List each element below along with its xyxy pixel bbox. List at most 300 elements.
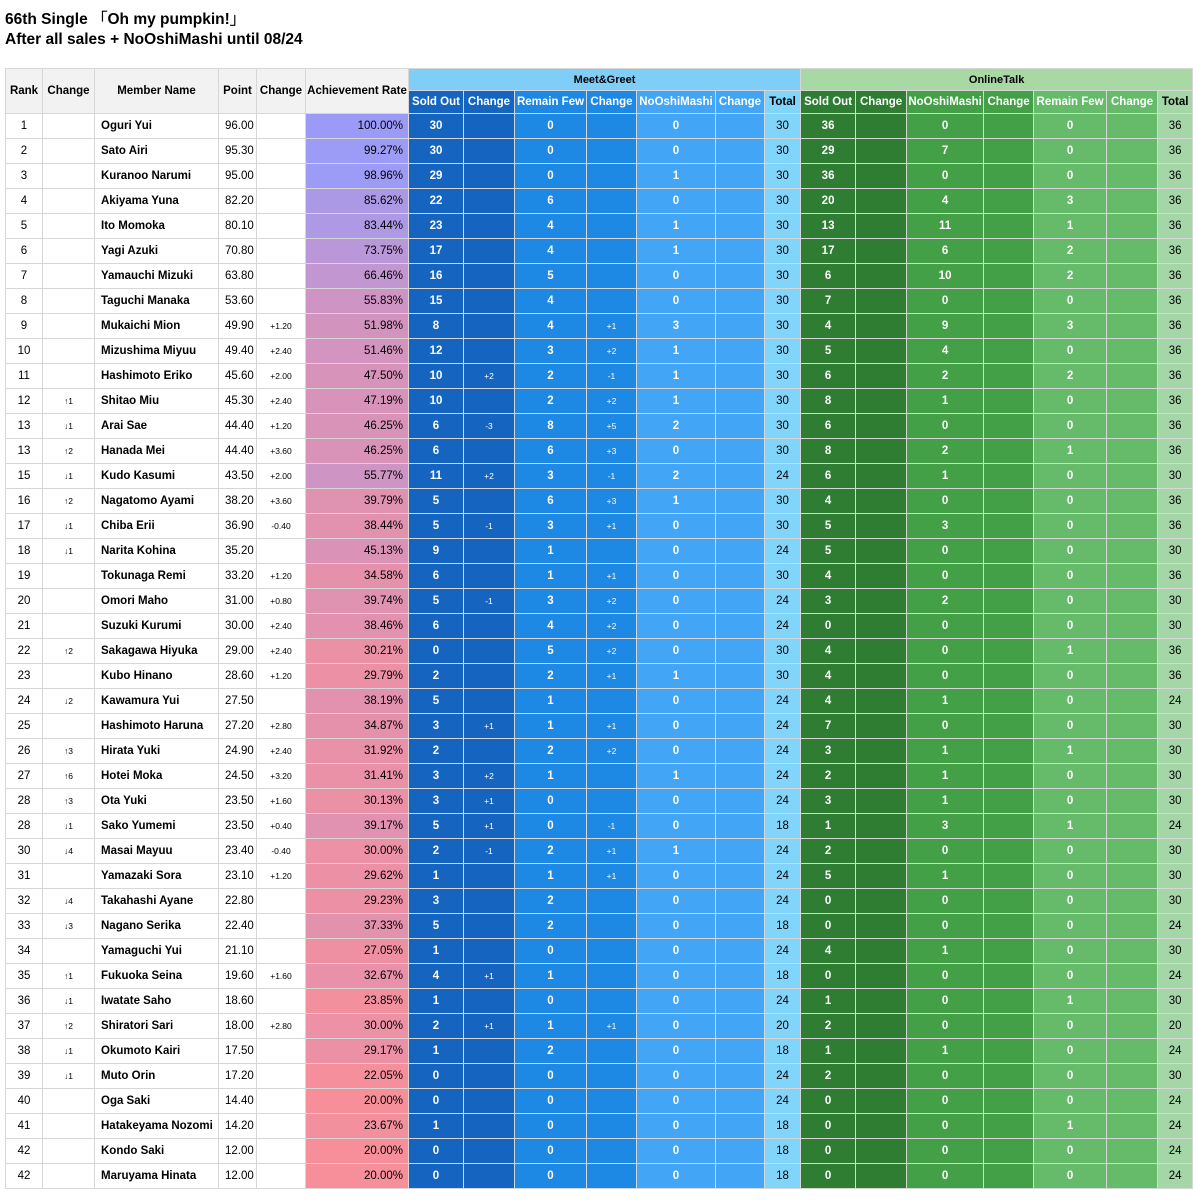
mg-sold-out-change-cell xyxy=(464,989,515,1014)
ot-nooshi-cell: 0 xyxy=(907,839,984,864)
mg-nooshi-change-cell xyxy=(716,564,765,589)
member-name-cell: Okumoto Kairi xyxy=(95,1039,219,1064)
point-change-cell xyxy=(257,1164,306,1189)
point-cell: 22.80 xyxy=(219,889,257,914)
rank-change-cell: ↓1 xyxy=(43,989,95,1014)
ot-total-cell: 36 xyxy=(1158,414,1193,439)
rank-change-cell: ↑1 xyxy=(43,389,95,414)
ot-sold-out-change-cell xyxy=(856,689,907,714)
ot-remain-few-change-cell xyxy=(1107,764,1158,789)
achievement-rate-cell: 46.25% xyxy=(306,439,409,464)
mg-total-cell: 30 xyxy=(765,489,801,514)
table-row xyxy=(6,764,1193,789)
ot-remain-few-change-cell xyxy=(1107,214,1158,239)
mg-nooshi-change-cell xyxy=(716,1139,765,1164)
table-row xyxy=(6,189,1193,214)
mg-remain-few-change-cell xyxy=(587,1139,637,1164)
ot-remain-few-cell: 1 xyxy=(1034,639,1107,664)
header-rank-change: Change xyxy=(43,69,95,114)
member-name-cell: Yamauchi Mizuki xyxy=(95,264,219,289)
rank-cell: 28 xyxy=(6,789,43,814)
ot-remain-few-change-cell xyxy=(1107,964,1158,989)
mg-nooshi-cell: 1 xyxy=(637,389,716,414)
point-cell: 17.20 xyxy=(219,1064,257,1089)
mg-sold-out-cell: 3 xyxy=(409,889,464,914)
member-name-cell: Hashimoto Eriko xyxy=(95,364,219,389)
ot-remain-few-change-cell xyxy=(1107,639,1158,664)
ot-sold-out-change-cell xyxy=(856,714,907,739)
ot-sold-out-change-cell xyxy=(856,939,907,964)
achievement-rate-cell: 20.00% xyxy=(306,1139,409,1164)
mg-nooshi-cell: 0 xyxy=(637,1164,716,1189)
mg-nooshi-cell: 0 xyxy=(637,789,716,814)
rank-change-cell xyxy=(43,664,95,689)
ot-remain-few-cell: 3 xyxy=(1034,189,1107,214)
ot-remain-few-change-cell xyxy=(1107,889,1158,914)
table-row xyxy=(6,914,1193,939)
mg-sold-out-change-cell xyxy=(464,164,515,189)
mg-nooshi-change-cell xyxy=(716,514,765,539)
mg-sold-out-cell: 4 xyxy=(409,964,464,989)
ot-nooshi-cell: 2 xyxy=(907,439,984,464)
ot-remain-few-change-cell xyxy=(1107,939,1158,964)
mg-nooshi-cell: 0 xyxy=(637,1114,716,1139)
mg-remain-few-cell: 4 xyxy=(515,239,587,264)
ot-total-cell: 36 xyxy=(1158,189,1193,214)
achievement-rate-cell: 38.46% xyxy=(306,614,409,639)
mg-total-cell: 24 xyxy=(765,539,801,564)
ot-remain-few-change-cell xyxy=(1107,1164,1158,1189)
rank-change-cell: ↓1 xyxy=(43,539,95,564)
rank-cell: 13 xyxy=(6,439,43,464)
mg-total-cell: 24 xyxy=(765,689,801,714)
ot-nooshi-change-cell xyxy=(984,189,1034,214)
point-change-cell: +1.60 xyxy=(257,964,306,989)
ot-sold-out-change-cell xyxy=(856,864,907,889)
ot-total-cell: 36 xyxy=(1158,139,1193,164)
mg-sold-out-change-cell xyxy=(464,239,515,264)
ot-remain-few-change-cell xyxy=(1107,714,1158,739)
member-name-cell: Hotei Moka xyxy=(95,764,219,789)
point-change-cell xyxy=(257,214,306,239)
mg-remain-few-cell: 1 xyxy=(515,864,587,889)
mg-total-cell: 24 xyxy=(765,839,801,864)
ot-remain-few-change-cell xyxy=(1107,789,1158,814)
mg-sold-out-change-cell xyxy=(464,614,515,639)
mg-remain-few-cell: 0 xyxy=(515,814,587,839)
ot-sold-out-cell: 2 xyxy=(801,1064,856,1089)
ot-total-cell: 36 xyxy=(1158,264,1193,289)
ot-sold-out-change-cell xyxy=(856,139,907,164)
mg-nooshi-change-cell xyxy=(716,589,765,614)
table-row xyxy=(6,964,1193,989)
table-row xyxy=(6,564,1193,589)
mg-sold-out-cell: 5 xyxy=(409,689,464,714)
ot-sold-out-cell: 0 xyxy=(801,1164,856,1189)
mg-nooshi-cell: 0 xyxy=(637,614,716,639)
ot-nooshi-cell: 0 xyxy=(907,489,984,514)
mg-remain-few-cell: 0 xyxy=(515,989,587,1014)
ot-nooshi-cell: 0 xyxy=(907,414,984,439)
rank-change-cell xyxy=(43,289,95,314)
point-change-cell: +2.40 xyxy=(257,389,306,414)
rank-change-cell xyxy=(43,164,95,189)
ot-sold-out-change-cell xyxy=(856,539,907,564)
point-cell: 49.90 xyxy=(219,314,257,339)
mg-nooshi-cell: 0 xyxy=(637,939,716,964)
mg-remain-few-cell: 4 xyxy=(515,614,587,639)
mg-sold-out-change-cell: +2 xyxy=(464,764,515,789)
achievement-rate-cell: 20.00% xyxy=(306,1164,409,1189)
point-change-cell: +0.80 xyxy=(257,589,306,614)
mg-sold-out-cell: 5 xyxy=(409,589,464,614)
achievement-rate-cell: 29.23% xyxy=(306,889,409,914)
mg-sold-out-cell: 8 xyxy=(409,314,464,339)
mg-nooshi-cell: 0 xyxy=(637,1014,716,1039)
ot-nooshi-cell: 0 xyxy=(907,714,984,739)
mg-total-cell: 30 xyxy=(765,189,801,214)
mg-remain-few-cell: 2 xyxy=(515,664,587,689)
member-name-cell: Ota Yuki xyxy=(95,789,219,814)
achievement-rate-cell: 30.13% xyxy=(306,789,409,814)
ot-nooshi-change-cell xyxy=(984,514,1034,539)
ot-total-cell: 24 xyxy=(1158,914,1193,939)
mg-sold-out-change-cell xyxy=(464,189,515,214)
ot-nooshi-cell: 1 xyxy=(907,464,984,489)
achievement-rate-cell: 39.17% xyxy=(306,814,409,839)
mg-nooshi-change-cell xyxy=(716,789,765,814)
mg-nooshi-change-cell xyxy=(716,364,765,389)
mg-total-cell: 30 xyxy=(765,314,801,339)
ot-remain-few-cell: 0 xyxy=(1034,664,1107,689)
mg-total-cell: 30 xyxy=(765,564,801,589)
achievement-rate-cell: 34.87% xyxy=(306,714,409,739)
mg-nooshi-change-cell xyxy=(716,739,765,764)
mg-remain-few-cell: 4 xyxy=(515,289,587,314)
mg-sold-out-cell: 10 xyxy=(409,364,464,389)
mg-sold-out-cell: 5 xyxy=(409,489,464,514)
mg-sold-out-cell: 6 xyxy=(409,614,464,639)
rank-cell: 33 xyxy=(6,914,43,939)
rank-cell: 23 xyxy=(6,664,43,689)
mg-nooshi-change-cell xyxy=(716,689,765,714)
ot-remain-few-cell: 0 xyxy=(1034,1164,1107,1189)
mg-sold-out-change-cell xyxy=(464,564,515,589)
mg-sold-out-change-cell: +1 xyxy=(464,714,515,739)
mg-nooshi-change-cell xyxy=(716,964,765,989)
ot-sold-out-cell: 2 xyxy=(801,1014,856,1039)
ot-total-cell: 30 xyxy=(1158,739,1193,764)
point-cell: 12.00 xyxy=(219,1164,257,1189)
mg-remain-few-change-cell: +2 xyxy=(587,389,637,414)
mg-total-cell: 24 xyxy=(765,939,801,964)
rank-change-cell xyxy=(43,314,95,339)
ot-nooshi-cell: 1 xyxy=(907,764,984,789)
ot-total-cell: 30 xyxy=(1158,939,1193,964)
ot-sold-out-change-cell xyxy=(856,164,907,189)
mg-remain-few-cell: 1 xyxy=(515,539,587,564)
ot-total-cell: 30 xyxy=(1158,764,1193,789)
rank-cell: 8 xyxy=(6,289,43,314)
ot-total-cell: 36 xyxy=(1158,439,1193,464)
mg-sold-out-change-cell: +2 xyxy=(464,464,515,489)
rank-change-cell: ↓2 xyxy=(43,689,95,714)
mg-total-cell: 30 xyxy=(765,114,801,139)
mg-nooshi-cell: 0 xyxy=(637,1064,716,1089)
point-change-cell xyxy=(257,264,306,289)
mg-sold-out-change-cell: +1 xyxy=(464,1014,515,1039)
mg-remain-few-change-cell: +1 xyxy=(587,664,637,689)
member-name-cell: Fukuoka Seina xyxy=(95,964,219,989)
ot-remain-few-change-cell xyxy=(1107,239,1158,264)
mg-remain-few-cell: 0 xyxy=(515,1164,587,1189)
ot-remain-few-cell: 0 xyxy=(1034,589,1107,614)
table-row xyxy=(6,414,1193,439)
rank-change-cell: ↓1 xyxy=(43,464,95,489)
point-change-cell: +2.40 xyxy=(257,639,306,664)
mg-sold-out-cell: 2 xyxy=(409,664,464,689)
point-cell: 44.40 xyxy=(219,439,257,464)
rank-change-cell xyxy=(43,214,95,239)
mg-sold-out-cell: 10 xyxy=(409,389,464,414)
ot-nooshi-change-cell xyxy=(984,889,1034,914)
ot-total-cell: 36 xyxy=(1158,314,1193,339)
rank-cell: 40 xyxy=(6,1089,43,1114)
ot-sold-out-change-cell xyxy=(856,1064,907,1089)
point-cell: 23.50 xyxy=(219,789,257,814)
ot-remain-few-change-cell xyxy=(1107,514,1158,539)
point-cell: 95.30 xyxy=(219,139,257,164)
point-cell: 35.20 xyxy=(219,539,257,564)
header-point: Point xyxy=(219,69,257,114)
achievement-rate-cell: 45.13% xyxy=(306,539,409,564)
point-change-cell: +2.00 xyxy=(257,364,306,389)
mg-remain-few-change-cell xyxy=(587,939,637,964)
rank-cell: 3 xyxy=(6,164,43,189)
ot-sold-out-cell: 3 xyxy=(801,789,856,814)
achievement-rate-cell: 73.75% xyxy=(306,239,409,264)
ot-total-cell: 30 xyxy=(1158,889,1193,914)
ot-remain-few-cell: 0 xyxy=(1034,939,1107,964)
mg-remain-few-change-cell xyxy=(587,789,637,814)
mg-total-cell: 24 xyxy=(765,1064,801,1089)
ot-sold-out-cell: 0 xyxy=(801,1089,856,1114)
ot-nooshi-change-cell xyxy=(984,339,1034,364)
ot-remain-few-change-cell xyxy=(1107,539,1158,564)
ot-sold-out-cell: 36 xyxy=(801,164,856,189)
mg-sold-out-change-cell: -3 xyxy=(464,414,515,439)
ot-remain-few-change-cell xyxy=(1107,314,1158,339)
ot-nooshi-change-cell xyxy=(984,1014,1034,1039)
mg-remain-few-change-cell xyxy=(587,914,637,939)
mg-total-cell: 30 xyxy=(765,364,801,389)
achievement-rate-cell: 39.74% xyxy=(306,589,409,614)
mg-remain-few-cell: 1 xyxy=(515,1014,587,1039)
mg-remain-few-change-cell: +1 xyxy=(587,564,637,589)
mg-remain-few-cell: 0 xyxy=(515,164,587,189)
mg-nooshi-change-cell xyxy=(716,114,765,139)
table-row xyxy=(6,164,1193,189)
ot-sold-out-change-cell xyxy=(856,664,907,689)
mg-remain-few-change-cell: +1 xyxy=(587,864,637,889)
point-cell: 80.10 xyxy=(219,214,257,239)
mg-total-cell: 30 xyxy=(765,514,801,539)
member-name-cell: Taguchi Manaka xyxy=(95,289,219,314)
ot-sold-out-change-cell xyxy=(856,189,907,214)
ot-nooshi-change-cell xyxy=(984,839,1034,864)
point-change-cell xyxy=(257,1114,306,1139)
mg-nooshi-cell: 0 xyxy=(637,514,716,539)
ot-remain-few-cell: 0 xyxy=(1034,1039,1107,1064)
ot-nooshi-cell: 0 xyxy=(907,1089,984,1114)
rank-cell: 24 xyxy=(6,689,43,714)
ot-nooshi-change-cell xyxy=(984,264,1034,289)
ot-sold-out-cell: 0 xyxy=(801,1114,856,1139)
mg-sold-out-cell: 1 xyxy=(409,1039,464,1064)
rank-cell: 34 xyxy=(6,939,43,964)
ot-sold-out-change-cell xyxy=(856,214,907,239)
mg-total-cell: 30 xyxy=(765,664,801,689)
ot-nooshi-cell: 3 xyxy=(907,514,984,539)
ot-remain-few-change-cell xyxy=(1107,1139,1158,1164)
ot-nooshi-change-cell xyxy=(984,564,1034,589)
ot-nooshi-cell: 0 xyxy=(907,164,984,189)
member-name-cell: Takahashi Ayane xyxy=(95,889,219,914)
ot-remain-few-cell: 0 xyxy=(1034,489,1107,514)
mg-sold-out-cell: 30 xyxy=(409,114,464,139)
mg-sold-out-cell: 3 xyxy=(409,764,464,789)
ot-remain-few-change-cell xyxy=(1107,114,1158,139)
mg-sold-out-change-cell xyxy=(464,439,515,464)
point-cell: 14.20 xyxy=(219,1114,257,1139)
rank-change-cell: ↑3 xyxy=(43,739,95,764)
member-name-cell: Kuranoo Narumi xyxy=(95,164,219,189)
member-name-cell: Omori Maho xyxy=(95,589,219,614)
achievement-rate-cell: 23.67% xyxy=(306,1114,409,1139)
point-cell: 28.60 xyxy=(219,664,257,689)
mg-nooshi-cell: 1 xyxy=(637,214,716,239)
mg-remain-few-change-cell xyxy=(587,1164,637,1189)
member-name-cell: Shitao Miu xyxy=(95,389,219,414)
ot-remain-few-change-cell xyxy=(1107,614,1158,639)
rank-change-cell xyxy=(43,614,95,639)
mg-remain-few-change-cell xyxy=(587,764,637,789)
ot-remain-few-cell: 0 xyxy=(1034,714,1107,739)
rank-change-cell: ↓1 xyxy=(43,814,95,839)
mg-remain-few-cell: 2 xyxy=(515,914,587,939)
ot-total-cell: 36 xyxy=(1158,514,1193,539)
achievement-rate-cell: 31.41% xyxy=(306,764,409,789)
mg-total-cell: 30 xyxy=(765,339,801,364)
table-row xyxy=(6,339,1193,364)
rank-change-cell xyxy=(43,114,95,139)
rank-cell: 41 xyxy=(6,1114,43,1139)
mg-nooshi-cell: 0 xyxy=(637,264,716,289)
ot-remain-few-cell: 0 xyxy=(1034,889,1107,914)
achievement-rate-cell: 38.19% xyxy=(306,689,409,714)
ot-sold-out-change-cell xyxy=(856,564,907,589)
mg-total-cell: 24 xyxy=(765,714,801,739)
ot-nooshi-cell: 0 xyxy=(907,539,984,564)
rank-cell: 21 xyxy=(6,614,43,639)
mg-nooshi-cell: 1 xyxy=(637,839,716,864)
mg-nooshi-change-cell xyxy=(716,539,765,564)
header-ot-nooshi: NoOshiMashi xyxy=(907,91,984,114)
rank-change-cell xyxy=(43,1114,95,1139)
ot-remain-few-cell: 0 xyxy=(1034,1064,1107,1089)
mg-sold-out-change-cell xyxy=(464,864,515,889)
mg-remain-few-change-cell: +2 xyxy=(587,739,637,764)
mg-total-cell: 20 xyxy=(765,1014,801,1039)
member-name-cell: Sakagawa Hiyuka xyxy=(95,639,219,664)
mg-total-cell: 30 xyxy=(765,239,801,264)
ot-remain-few-cell: 0 xyxy=(1034,289,1107,314)
ot-nooshi-cell: 4 xyxy=(907,189,984,214)
mg-remain-few-cell: 2 xyxy=(515,839,587,864)
mg-remain-few-change-cell xyxy=(587,1064,637,1089)
rank-cell: 11 xyxy=(6,364,43,389)
ot-remain-few-cell: 1 xyxy=(1034,814,1107,839)
ot-total-cell: 30 xyxy=(1158,539,1193,564)
ot-remain-few-change-cell xyxy=(1107,414,1158,439)
rank-change-cell xyxy=(43,1139,95,1164)
ot-sold-out-cell: 4 xyxy=(801,639,856,664)
ot-sold-out-change-cell xyxy=(856,339,907,364)
mg-nooshi-change-cell xyxy=(716,214,765,239)
point-change-cell: +3.60 xyxy=(257,489,306,514)
ot-nooshi-change-cell xyxy=(984,464,1034,489)
ot-sold-out-change-cell xyxy=(856,389,907,414)
achievement-rate-cell: 47.50% xyxy=(306,364,409,389)
mg-nooshi-change-cell xyxy=(716,1014,765,1039)
table-row xyxy=(6,839,1193,864)
point-cell: 82.20 xyxy=(219,189,257,214)
mg-nooshi-cell: 0 xyxy=(637,639,716,664)
mg-sold-out-cell: 23 xyxy=(409,214,464,239)
point-change-cell xyxy=(257,889,306,914)
rank-cell: 19 xyxy=(6,564,43,589)
mg-nooshi-cell: 1 xyxy=(637,489,716,514)
mg-nooshi-cell: 0 xyxy=(637,964,716,989)
ot-total-cell: 24 xyxy=(1158,814,1193,839)
ot-sold-out-change-cell xyxy=(856,889,907,914)
mg-sold-out-change-cell xyxy=(464,114,515,139)
ot-sold-out-cell: 5 xyxy=(801,539,856,564)
mg-total-cell: 30 xyxy=(765,214,801,239)
ot-remain-few-cell: 0 xyxy=(1034,464,1107,489)
mg-remain-few-change-cell xyxy=(587,1114,637,1139)
ot-total-cell: 36 xyxy=(1158,639,1193,664)
ot-nooshi-cell: 1 xyxy=(907,739,984,764)
member-name-cell: Chiba Erii xyxy=(95,514,219,539)
mg-remain-few-change-cell xyxy=(587,1039,637,1064)
ot-nooshi-cell: 10 xyxy=(907,264,984,289)
ot-nooshi-change-cell xyxy=(984,289,1034,314)
member-name-cell: Mukaichi Mion xyxy=(95,314,219,339)
rank-change-cell xyxy=(43,339,95,364)
ot-remain-few-change-cell xyxy=(1107,564,1158,589)
ot-sold-out-change-cell xyxy=(856,1164,907,1189)
ot-nooshi-cell: 0 xyxy=(907,964,984,989)
mg-sold-out-change-cell xyxy=(464,1114,515,1139)
page-subtitle: After all sales + NoOshiMashi until 08/24 xyxy=(5,31,303,48)
achievement-rate-cell: 23.85% xyxy=(306,989,409,1014)
mg-nooshi-change-cell xyxy=(716,664,765,689)
ot-sold-out-cell: 5 xyxy=(801,339,856,364)
ot-sold-out-cell: 29 xyxy=(801,139,856,164)
header-point-change: Change xyxy=(257,69,306,114)
ot-nooshi-change-cell xyxy=(984,1064,1034,1089)
